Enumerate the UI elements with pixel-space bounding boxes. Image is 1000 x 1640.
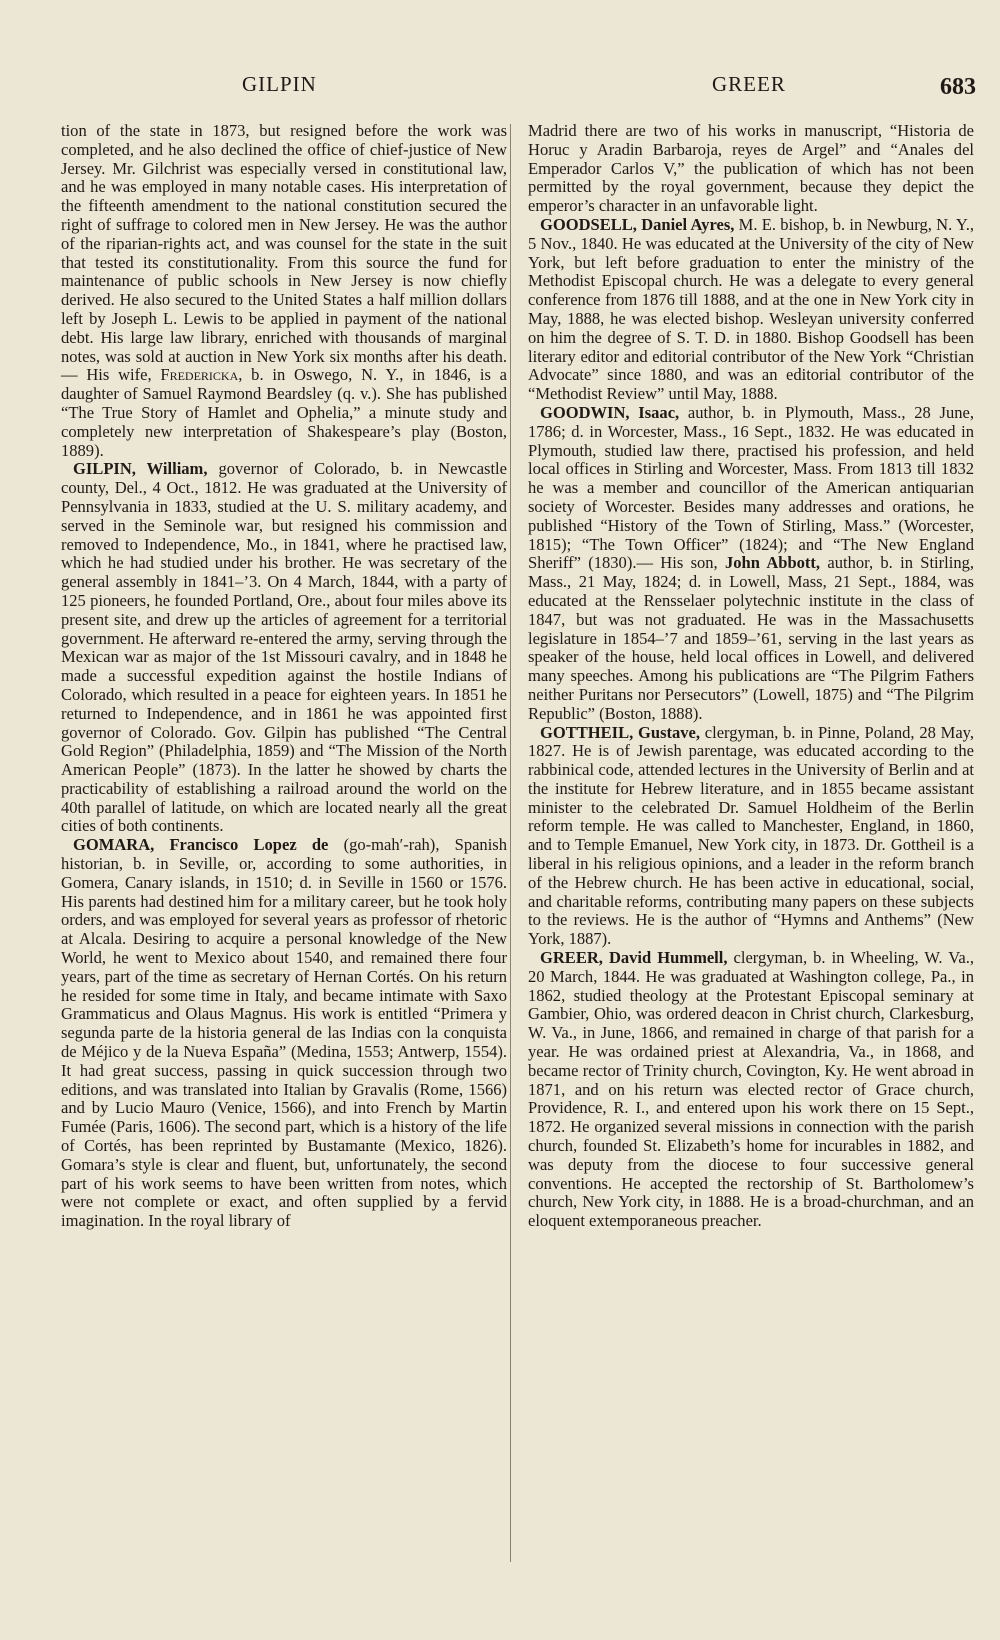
frederica-name: Fredericka xyxy=(160,365,239,385)
right-column xyxy=(528,122,974,1231)
running-head-left: GILPIN xyxy=(242,72,317,96)
entry-gilpin: GILPIN, William, governor of Colorado, b. in Newcastle county, Del., 4 Oct., 1812. He was graduated at the University of Pennsylvania in 1833, studied at the U. S. military academy, and served in the Seminole war, but resigned his commission and removed to Independence, Mo., in 1841, where he practised law, which he had studied under his brother. He was secretary of the general assembly in 1841–’3. On 4 March, 1844, with a party of 125 pioneers, he founded Portland, Ore., about four miles above its present site, and drew up the articles of agreement for a territorial government. He afterward re-entered the army, serving through the Mexican war as major of the 1st Missouri cavalry, and in 1848 he made a successful expedition against the hostile Indians of Colorado, which resulted in a peace for eighteen years. In 1851 he returned to Independence, and in 1861 he was appointed first governor of Colorado. Gov. Gilpin has published “The Central Gold Region” (Philadelphia, 1859) and “The Mission of the North American People” (1873). In the latter he showed by charts the practicability of establishing a railroad around the world on the 40th parallel of latitude, on which are located nearly all the great cities of both continents. xyxy=(61,459,507,836)
headword-gomara: GOMARA, Francisco Lopez de xyxy=(73,835,329,855)
gilchrist-continuation: tion of the state in 1873, but resigned before the work was completed, and he also declined the office of chief-justice of New Jersey. Mr. Gilchrist was especially versed in constitutional law, and he was employed in many notable cases. His interpretation of the fifteenth amendment to the national constitution secured the right of suffrage to colored men in New Jersey. He was the author of the riparian-rights act, and was counsel for the state in the suit that tested its constitutionality. From this source the fund for maintenance of public schools in New Jersey is now chiefly derived. He also secured to the United States a half million dollars left by Joseph L. Lewis to be applied in payment of the national debt. His large law library, enriched with thousands of marginal notes, was sold at auction in New York six months after his death.— His wife, Fredericka, b. in Oswego, N. Y., in 1846, is a daughter of Samuel Raymond Beardsley (q. v.). She has published “The True Story of Hamlet and Ophelia,” a minute study and completely new interpretation of Shakespeare’s play (Boston, 1889). xyxy=(61,121,507,460)
entry-gottheil: GOTTHEIL, Gustave, clergyman, b. in Pinne, Poland, 28 May, 1827. He is of Jewish parentage, was educated according to the rabbinical code, attended lectures in the University of Berlin and at the institute for Hebrew literature, and in 1855 became assistant minister to the celebrated Dr. Samuel Holdheim of the Berlin reform temple. He was called to Manchester, England, in 1860, and to Temple Emanuel, New York city, in 1873. Dr. Gottheil is a liberal in his religious opinions, and a leader in the reform branch of the Hebrew church. He has been active in educational, social, and charitable reforms, contributing many papers on these subjects to the reviews. He is the author of “Hymns and Anthems” (New York, 1887). xyxy=(528,722,974,949)
gomara-continuation: Madrid there are two of his works in manuscript, “Historia de Horuc y Aradin Barbaroja, reyes de Argel” and “Anales del Emperador Carlos V,” the publication of which has not been permitted by the royal government, because they depict the emperor’s character in an unfavorable light. xyxy=(528,121,974,216)
entry-greer: GREER, David Hummell, clergyman, b. in Wheeling, W. Va., 20 March, 1844. He was graduated at Washington college, Pa., in 1862, studied theology at the Protestant Episcopal seminary at Gambier, Ohio, was ordered deacon in Christ church, Clarkesburg, W. Va., in June, 1866, and remained in charge of that parish for a year. He was ordained priest at Alexandria, Va., in 1868, and became rector of Trinity church, Covington, Ky. He went abroad in 1871, and on his return was elected rector of Grace church, Providence, R. I., and entered upon his work there on 15 Sept., 1872. He organized several missions in connection with the parish church, founded St. Elizabeth’s home for incurables in 1882, and was deputy from the diocese to four successive general conventions. He accepted the rectorship of St. Bartholomew’s church, New York city, in 1888. He is a broad-churchman, and an eloquent extemporaneous preacher. xyxy=(528,948,974,1231)
headword-gilpin: GILPIN, William, xyxy=(73,459,208,479)
page-number: 683 xyxy=(940,74,976,100)
entry-goodsell: GOODSELL, Daniel Ayres, M. E. bishop, b. in Newburg, N. Y., 5 Nov., 1840. He was educated at the University of the city of New York, but left before graduation to enter the ministry of the Methodist Episcopal church. He was a delegate to every general conference from 1876 till 1888, and at the one in New York city in May, 1888, he was elected bishop. Wesleyan university conferred on him the degree of S. T. D. in 1880. Bishop Goodsell has been literary editor and editorial contributor of the New York “Christian Advocate” since 1880, and was an editorial contributor of the “Methodist Review” until May, 1888. xyxy=(528,214,974,404)
headword-goodwin: GOODWIN, Isaac, xyxy=(540,402,680,422)
entry-gomara: GOMARA, Francisco Lopez de (go-mah′-rah), Spanish historian, b. in Seville, or, according to some authorities, in Gomera, Canary islands, in 1510; d. in Seville in 1560 or 1576. His parents had destined him for a military career, but he took holy orders, and was employed for several years as professor of rhetoric at Alcala. Desiring to acquire a personal knowledge of the New World, he went to Mexico about 1540, and remained there four years, part of the time as secretary of Hernan Cortés. On his return he resided for some time in Italy, and became intimate with Saxo Grammaticus and Olaus Magnus. His work is entitled “Primera y segunda parte de la historia general de las Indias con la conquista de Méjico y de la Nueva España” (Medina, 1553; Antwerp, 1554). It had great success, passing in quick succession through two editions, and was translated into Italian by Gravalis (Rome, 1566) and by Lucio Mauro (Venice, 1566), and into French by Martin Fumée (Paris, 1606). The second part, which is a history of the life of Cortés, has been reprinted by Bustamante (Mexico, 1826). Gomara’s style is clear and fluent, but, unfortunately, the second part of his work seems to have been written from notes, which were not complete or exact, and often supplied by a fervid imagination. In the royal library of xyxy=(61,835,507,1231)
headword-greer: GREER, David Hummell, xyxy=(540,948,728,968)
subentry-john-abbott: John Abbott, xyxy=(725,553,821,573)
running-head-right: GREER xyxy=(712,72,786,96)
entry-goodwin: GOODWIN, Isaac, author, b. in Plymouth, Mass., 28 June, 1786; d. in Worcester, Mass., 16 Sept., 1832. He was educated in Plymouth, studied law there, practised his profession, and held local offices in Stirling and Worcester, Mass. From 1813 till 1832 he was a member and councillor of the American antiquarian society of Worcester. Besides many addresses and orations, he published “History of the Town of Stirling, Mass.” (Worcester, 1815); “The Town Officer” (1824); and “The New England Sheriff” (1830).— His son, John Abbott, author, b. in Stirling, Mass., 21 May, 1824; d. in Lowell, Mass, 21 Sept., 1884, was educated at the Rensselaer polytechnic institute in the class of 1847, but was not graduated. He was in the Massachusetts legislature in 1854–’7 and 1859–’61, serving in the last years as speaker of the house, held local offices in Lowell, and delivered many speeches. Among his publications are “The Pilgrim Fathers neither Puritans nor Persecutors” (Lowell, 1875) and “The Pilgrim Republic” (Boston, 1888). xyxy=(528,402,975,723)
column-divider xyxy=(510,124,511,1562)
headword-goodsell: GOODSELL, Daniel Ayres, xyxy=(540,214,735,234)
headword-gottheil: GOTTHEIL, Gustave, xyxy=(540,722,701,742)
left-column xyxy=(61,122,507,1231)
